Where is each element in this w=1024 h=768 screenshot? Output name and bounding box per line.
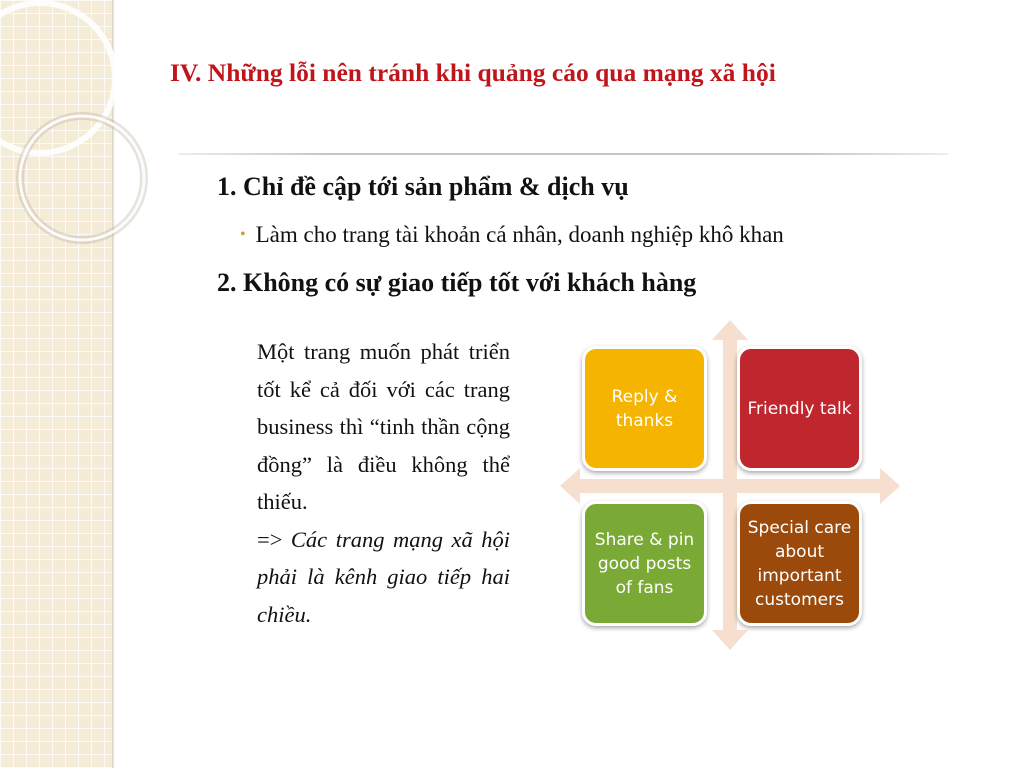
bullet-dot-icon: • bbox=[240, 226, 246, 243]
conclusion-text: Các trang mạng xã hội phải là kênh giao tiếp hai chiều. bbox=[257, 526, 510, 627]
heading-2: 2. Không có sự giao tiếp tốt với khách hàng bbox=[217, 268, 697, 297]
right-arrow-head bbox=[880, 468, 900, 504]
horizontal-arrow-shaft bbox=[574, 479, 886, 493]
bullet-text: Làm cho trang tài khoản cá nhân, doanh nghiệp khô khan bbox=[255, 222, 784, 247]
tile-reply-thanks: Reply & thanks bbox=[582, 346, 707, 471]
heading-1: 1. Chỉ đề cập tới sản phẩm & dịch vụ bbox=[217, 172, 629, 201]
left-arrow-head bbox=[560, 468, 580, 504]
down-arrow-head bbox=[712, 630, 748, 650]
paragraph-text: Một trang muốn phát triển tốt kể cả đối với các trang business thì “tinh thần cộng đồng” là điều không thể thiếu. bbox=[257, 339, 510, 514]
tile-special-care: Special care about important customers bbox=[737, 501, 862, 626]
bullet-item bbox=[240, 222, 784, 248]
tile-share-pin: Share & pin good posts of fans bbox=[582, 501, 707, 626]
communication-matrix-diagram bbox=[560, 320, 900, 650]
decorative-rings bbox=[0, 0, 180, 300]
body-paragraph bbox=[257, 333, 510, 633]
title-divider bbox=[178, 153, 948, 155]
up-arrow-head bbox=[712, 320, 748, 340]
tile-friendly-talk: Friendly talk bbox=[737, 346, 862, 471]
arrow-symbol: => bbox=[257, 526, 283, 552]
slide-title: IV. Những lỗi nên tránh khi quảng cáo qua mạng xã hội bbox=[170, 58, 776, 87]
